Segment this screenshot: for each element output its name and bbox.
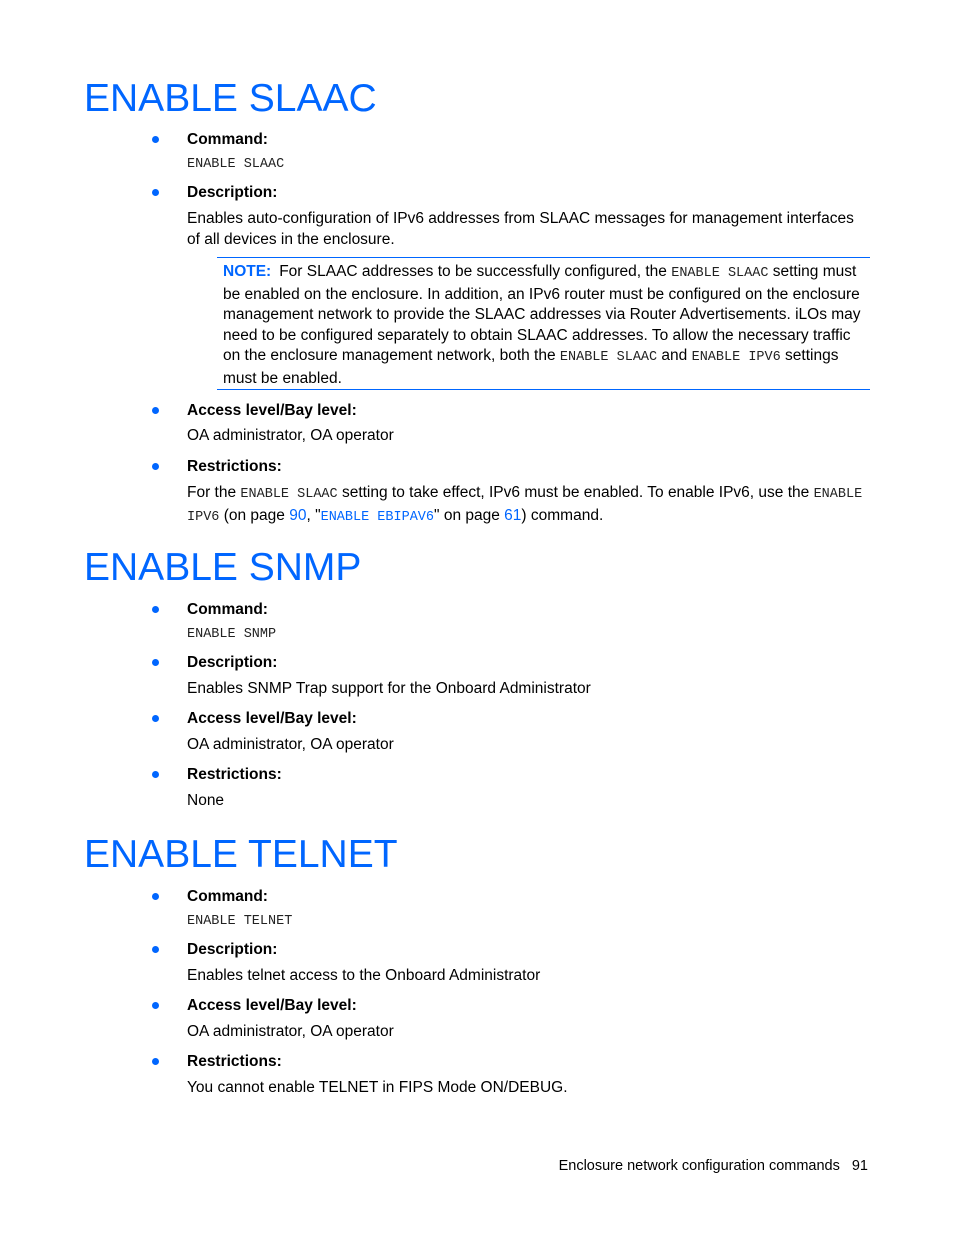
footer-title: Enclosure network configuration commands [558, 1158, 840, 1174]
note-part: and [657, 347, 692, 365]
page-footer [559, 1158, 868, 1174]
command-code: ENABLE SNMP [187, 627, 277, 642]
note-code: ENABLE SLAAC [671, 266, 769, 281]
access-text: OA administrator, OA operator [187, 427, 394, 444]
restrictions-code: ENABLE IPV6 [187, 487, 863, 525]
restrictions-code: ENABLE SLAAC [240, 487, 338, 502]
note-part: settings must be enabled. [223, 347, 839, 387]
command-code: ENABLE TELNET [187, 914, 293, 929]
restrictions-label: Restrictions: [187, 458, 282, 475]
access-text: OA administrator, OA operator [187, 1023, 394, 1040]
restrictions-part: setting to take effect, IPv6 must be enabled. To enable IPv6, use the [337, 484, 814, 501]
access-label: Access level/Bay level: [187, 402, 357, 419]
bullet-icon [152, 893, 159, 900]
access-label: Access level/Bay level: [187, 997, 357, 1014]
section-heading-enable-snmp: ENABLE SNMP [84, 546, 362, 589]
access-label: Access level/Bay level: [187, 710, 357, 727]
restrictions-text: None [187, 792, 225, 809]
bullet-icon [152, 189, 159, 196]
bullet-icon [152, 463, 159, 470]
command-label: Command: [187, 888, 268, 905]
bullet-icon [152, 771, 159, 778]
note-label: NOTE: [223, 263, 272, 280]
page-link-90[interactable]: 90 [289, 506, 307, 524]
description-label: Description: [187, 941, 278, 958]
bullet-icon [152, 407, 159, 414]
bullet-icon [152, 606, 159, 613]
restrictions-part: " on page [434, 506, 505, 524]
restrictions-part: , " [306, 506, 321, 524]
page-number: 91 [851, 1158, 868, 1174]
command-label: Command: [187, 601, 268, 618]
note-box [217, 257, 870, 390]
restrictions-text [187, 483, 871, 528]
note-part: setting must be enabled on the enclosure. In addition, an IPv6 router must be configured on the enclosure management network to provide the SLAAC addresses via Router Advertisements. iLOs may need to be configured separately to obtain SLAAC addresses. To allow the necessary traffic on the enclosure management network, both the [223, 263, 861, 365]
access-text: OA administrator, OA operator [187, 736, 394, 753]
bullet-icon [152, 946, 159, 953]
description-text: Enables telnet access to the Onboard Administrator [187, 967, 541, 984]
restrictions-part: ) command. [521, 506, 604, 524]
restrictions-label: Restrictions: [187, 766, 282, 783]
page-link-61[interactable]: 61 [504, 506, 522, 524]
section-heading-enable-slaac: ENABLE SLAAC [84, 77, 377, 120]
restrictions-part: For the [187, 484, 241, 501]
description-label: Description: [187, 184, 278, 201]
description-label: Description: [187, 654, 278, 671]
command-label: Command: [187, 131, 268, 148]
bullet-icon [152, 659, 159, 666]
restrictions-part: (on page [219, 506, 290, 524]
description-text: Enables auto-configuration of IPv6 addresses from SLAAC messages for management interfaces of all devices in the enclosure. [187, 210, 854, 248]
restrictions-text: You cannot enable TELNET in FIPS Mode ON/DEBUG. [187, 1079, 568, 1096]
command-code: ENABLE SLAAC [187, 157, 285, 172]
note-code: ENABLE SLAAC [559, 350, 658, 366]
note-part: For SLAAC addresses to be successfully configured, the [279, 263, 672, 280]
link-enable-ebipav6[interactable]: ENABLE EBIPAV6 [320, 509, 435, 525]
bullet-icon [152, 1002, 159, 1009]
bullet-icon [152, 715, 159, 722]
description-text: Enables SNMP Trap support for the Onboard Administrator [187, 680, 591, 697]
section-heading-enable-telnet: ENABLE TELNET [84, 833, 398, 876]
bullet-icon [152, 136, 159, 143]
note-code: ENABLE IPV6 [691, 350, 781, 366]
note-text [223, 262, 868, 390]
bullet-icon [152, 1058, 159, 1065]
restrictions-label: Restrictions: [187, 1053, 282, 1070]
